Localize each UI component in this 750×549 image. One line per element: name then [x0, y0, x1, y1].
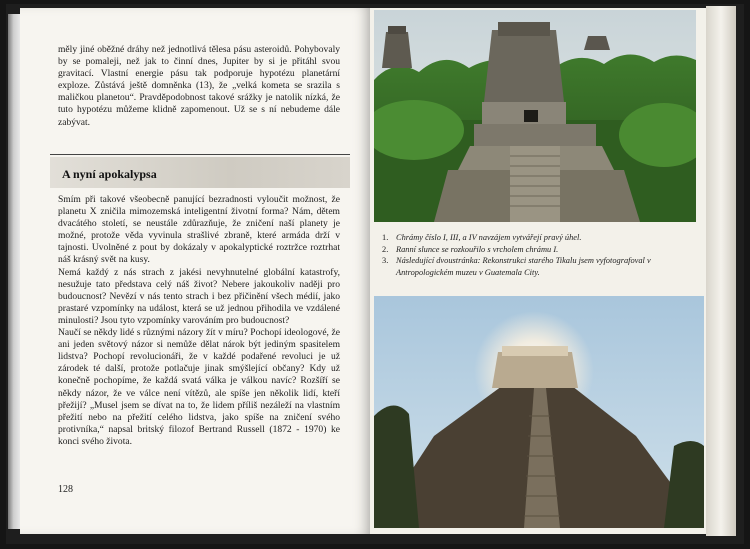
caption-text: Následující dvoustránka: Rekonstrukci starého Tikalu jsem vyfotografoval v Antropologickém muzeu v Guatemala City. [396, 256, 651, 277]
section-rule [50, 154, 350, 155]
caption-text: Chrámy číslo I, III, a IV navzájem vytvářejí pravý úhel. [396, 233, 582, 242]
photo-temples-jungle [374, 10, 696, 222]
page-number: 128 [58, 484, 73, 495]
caption-number: 2. [382, 244, 389, 254]
section-title: A nyní apokalypsa [62, 167, 157, 181]
caption-text: Ranní slunce se rozkouřilo s vrcholem chrámu I. [396, 244, 559, 254]
caption-row [382, 244, 694, 256]
paragraph-4: Naučí se někdy lidé s různými názory žít v míru? Pochopí ideologové, že ani jeden světový názor si nemůže dělat nárok být jediným spasitelem lidstva? Pochopí revolucionáři, že v každé podařené revoluci je už zárodek té další, protože potlačuje jinak smýšlející občany? Kdy už konečně pochopíme, že každá svatá válka je válkou navíc? Rozšíří se někdy názor, že ve válce není vítězů, ale spíše jen několik lidí, kteří přežijí? „Musel jsem se dívat na to, že lidem příliš nezáleží na vlastním přežití nebo na přežití celého lidstva, jako spíše na zničení svého protivníka,“ napsal britský filozof Bertrand Russell (1872 - 1970) ke konci svého života. [58, 327, 340, 447]
caption-number: 3. [382, 256, 389, 265]
text-column-body [58, 194, 340, 448]
photo-captions [382, 232, 694, 278]
section-heading-box [50, 154, 350, 188]
caption-row [382, 255, 694, 278]
caption-row [382, 232, 694, 244]
right-page-edge [706, 6, 736, 536]
caption-number: 1. [382, 233, 389, 242]
text-column-top [58, 44, 340, 129]
paragraph-2: Smím při takové všeobecně panující bezradnosti vyloučit možnost, že planetu X zničila mimozemská inteligentní životní forma? Nám, dětem dvacátého století, se neustále zdůrazňuje, že zničení naší planety je možné, protože věda vyvinula strašlivé zbraně, které armáda drží v tajnosti. Uvolněné z pout by dokázaly v apokalyptické roztržce roztrhat náš krásný svět na kusy. [58, 194, 340, 266]
photo-pyramid-sunrise [374, 296, 704, 528]
paragraph-1: měly jiné oběžné dráhy než jednotlivá tělesa pásu asteroidů. Pohybovaly by se pomaleji, než jak to činní dnes, Jupiter by si je přitáhl svou gravitací. Vlastní energie pásu tak podporuje hypotézu planetární exploze. Zůstává ještě domněnka (13), že „velká kometa se srazila s maličkou planetou“. Pravděpodobnost takové srážky je natolik nízká, že tuto hypotézu můžeme klidně zapomenout. Už se s ní nebudeme dále zabývat. [58, 44, 340, 128]
paragraph-3: Nemá každý z nás strach z jakési nevyhnutelné globální katastrofy, nesužuje tato představa celý náš život? Nebere jakoukoliv naději pro budoucnost? Nevězí v nás tento strach i bez přičinění všech médií, jako prastaré vzpomínky na událost, která se už jednou přihodila ve vzdálené minulosti? Jsou tyto vzpomínky varováním pro budoucnost? [58, 266, 340, 326]
